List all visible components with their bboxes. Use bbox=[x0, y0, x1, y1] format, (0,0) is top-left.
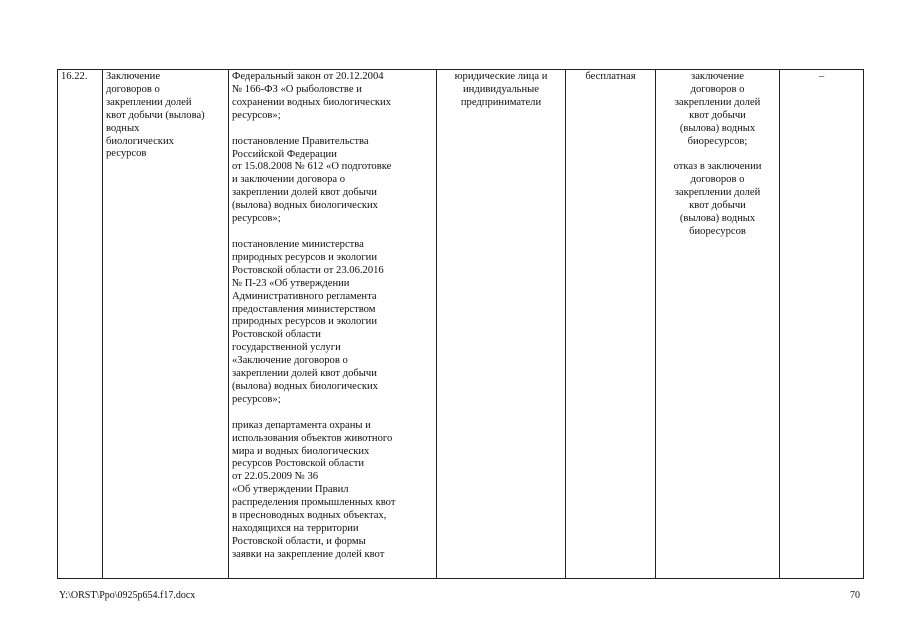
result-paragraph: отказ в заключении договоров о закреплении долей квот добычи (вылова) водных биоресурсов bbox=[673, 161, 762, 237]
fee-cell bbox=[566, 70, 656, 579]
service-name-cell bbox=[103, 70, 229, 579]
applicants-cell bbox=[437, 70, 566, 579]
dash-text: – bbox=[818, 71, 825, 82]
legal-basis-paragraph: приказ департамента охраны и использования объектов животного мира и водных биологических ресурсов Ростовской области от 22.05.2009 № 36 «Об утверждении Правил распределения промышленных квот в пресноводных водных объектах, находящихся на территории Ростовской области, и формы заявки на закрепление долей квот bbox=[232, 419, 396, 560]
legal-basis-paragraph: Федеральный закон от 20.12.2004 № 166-ФЗ «О рыболовстве и сохранении водных биологических ресурсов»; bbox=[232, 71, 392, 121]
service-name: Заключение договоров о закреплении долей квот добычи (вылова) водных биологических ресурсов bbox=[106, 71, 205, 160]
last-column-cell bbox=[780, 70, 864, 579]
result-paragraph: заключение договоров о закреплении долей квот добычи (вылова) водных биоресурсов; bbox=[674, 71, 761, 147]
row-number-cell bbox=[58, 70, 103, 579]
table-row bbox=[58, 70, 864, 579]
results-cell bbox=[656, 70, 780, 579]
footer-file-path: Y:\ORST\Ppo\0925p654.f17.docx bbox=[59, 590, 196, 601]
row-number: 16.22. bbox=[61, 71, 88, 82]
services-table bbox=[57, 69, 864, 579]
legal-basis-paragraph: постановление Правительства Российской Федерации от 15.08.2008 № 612 «О подготовке и заключении договора о закреплении долей квот добычи (вылова) водных биологических ресурсов»; bbox=[232, 135, 392, 225]
legal-basis-paragraph: постановление министерства природных ресурсов и экологии Ростовской области от 23.06.2016 № П-23 «Об утверждении Административного регламента предоставления министерством природных ресурсов и экологии Ростовской области государственной услуги «Заключение договоров о закреплении долей квот добычи (вылова) водных биологических ресурсов»; bbox=[232, 238, 384, 405]
footer-page-number: 70 bbox=[850, 590, 860, 601]
legal-basis-cell bbox=[229, 70, 437, 579]
fee-text: бесплатная bbox=[585, 71, 636, 82]
applicants-text: юридические лица и индивидуальные предприниматели bbox=[454, 71, 548, 108]
